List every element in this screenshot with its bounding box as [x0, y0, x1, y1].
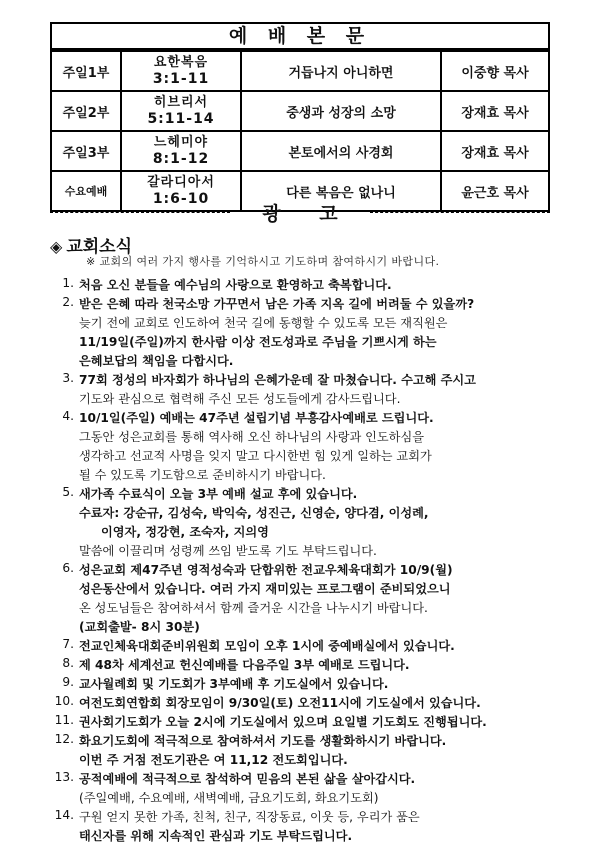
item-line: 11/19일(주일)까지 한사람 이상 전도성과로 주님을 기쁘시게 하는: [79, 335, 437, 349]
item-line: 그동안 성은교회를 통해 역사해 오신 하나님의 사랑과 인도하심을: [79, 430, 424, 444]
sermon-title-cell: 거듭나지 아니하면: [241, 51, 441, 91]
item-line: 늦기 전에 교회로 인도하여 천국 길에 동행할 수 있도록 모든 재직원은: [79, 316, 448, 330]
scripture-book: 요한복음: [153, 55, 209, 70]
section-title-text: 교회소식: [66, 237, 133, 257]
table-row: [51, 131, 549, 171]
sermon-title-cell: 본토에서의 사경회: [241, 131, 441, 171]
preacher-cell: 장재효 목사: [441, 91, 549, 131]
list-item: [48, 770, 568, 808]
diamond-icon: ◈: [50, 237, 63, 256]
item-line: 이번 주 거점 전도기관은 여 11,12 전도회입니다.: [79, 753, 348, 767]
item-line: 구원 얻지 못한 가족, 친척, 친구, 직장동료, 이웃 등, 우리가 품은: [79, 810, 420, 824]
item-line: 여전도회연합회 회장모임이 9/30일(토) 오전11시에 기도실에서 있습니다.: [79, 696, 481, 710]
scripture-book: 느헤미야: [153, 135, 209, 150]
list-item: [48, 371, 568, 409]
item-number: 10.: [54, 694, 74, 708]
item-line: 교사월례회 및 기도회가 3부예배 후 기도실에서 있습니다.: [79, 677, 389, 691]
preacher-cell: 장재효 목사: [441, 131, 549, 171]
section-subtitle: ※ 교회의 여러 가지 행사를 기억하시고 기도하며 참여하시기 바랍니다.: [86, 255, 440, 268]
item-number: 13.: [54, 770, 74, 784]
service-cell: 주일2부: [51, 91, 121, 131]
item-number: 8.: [62, 656, 74, 670]
item-line: 생각하고 선교적 사명을 잊지 말고 다시한번 힘 있게 일하는 교회가: [79, 449, 432, 463]
item-line: 처음 오신 분들을 예수님의 사랑으로 환영하고 축복합니다.: [79, 278, 392, 292]
scripture-verse: 5:11-14: [147, 111, 215, 127]
scripture-verse: 3:1-11: [152, 71, 210, 87]
service-cell: 수요예배: [51, 171, 121, 211]
sermon-title-cell: 다른 복음은 없나니: [241, 171, 441, 211]
item-number: 14.: [54, 808, 74, 822]
scripture-verse: 1:6-10: [152, 191, 210, 207]
scripture-cell: [121, 131, 241, 171]
list-item: [48, 808, 568, 846]
list-item: [48, 732, 568, 770]
item-number: 2.: [62, 295, 74, 309]
sermon-title-cell: 중생과 성장의 소망: [241, 91, 441, 131]
item-line: 화요기도회에 적극적으로 참여하셔서 기도를 생활화하시기 바랍니다.: [79, 734, 447, 748]
worship-table: [50, 50, 550, 212]
item-line: 공적예배에 적극적으로 참석하여 믿음의 본된 삶을 살아갑시다.: [79, 772, 416, 786]
item-number: 7.: [62, 637, 74, 651]
list-item: [48, 713, 568, 732]
list-item: [48, 276, 568, 295]
scripture-cell: [121, 51, 241, 91]
item-number: 5.: [62, 485, 74, 499]
item-line: 은혜보답의 책임을 다합시다.: [79, 354, 234, 368]
divider-right: [370, 212, 550, 213]
list-item: [48, 409, 568, 485]
item-number: 9.: [62, 675, 74, 689]
item-line: 새가족 수료식이 오늘 3부 예배 설교 후에 있습니다.: [79, 487, 358, 501]
item-line: 성은동산에서 있습니다. 여러 가지 재미있는 프로그램이 준비되었으니: [79, 582, 451, 596]
item-line: 이영자, 정강현, 조숙자, 지의영: [101, 525, 269, 539]
scripture-cell: [121, 91, 241, 131]
scripture-book: 히브리서: [153, 95, 209, 110]
item-line: 될 수 있도록 기도함으로 준비하시기 바랍니다.: [79, 468, 326, 482]
item-line: 수료자: 강순규, 김성숙, 박익숙, 성진근, 신영순, 양다겸, 이성례,: [79, 506, 429, 520]
item-line: 권사회기도회가 오늘 2시에 기도실에서 있으며 요일별 기도회도 진행됩니다.: [79, 715, 487, 729]
item-number: 4.: [62, 409, 74, 423]
item-line: 성은교회 제47주년 영적성숙과 단합위한 전교우체육대회가 10/9(월): [79, 563, 453, 577]
item-line: 제 48차 세계선교 헌신예배를 다음주일 3부 예배로 드립니다.: [79, 658, 410, 672]
item-line: 온 성도님들은 참여하셔서 함께 즐거운 시간을 나누시기 바랍니다.: [79, 601, 428, 615]
divider-left: [50, 212, 230, 213]
list-item: [48, 694, 568, 713]
item-line: (주일예배, 수요예배, 새벽예배, 금요기도회, 화요기도회): [79, 791, 379, 805]
table-row: [51, 51, 549, 91]
scripture-book: 갈라디아서: [147, 175, 215, 190]
item-line: (교회출발- 8시 30분): [79, 620, 200, 634]
worship-table-title: 예 배 본 문: [50, 22, 550, 50]
preacher-cell: 윤근호 목사: [441, 171, 549, 211]
list-item: [48, 637, 568, 656]
service-cell: 주일3부: [51, 131, 121, 171]
preacher-cell: 이중향 목사: [441, 51, 549, 91]
table-row: [51, 91, 549, 131]
item-number: 1.: [62, 276, 74, 290]
item-line: 10/1일(주일) 예배는 47주년 설립기념 부흥감사예배로 드립니다.: [79, 411, 434, 425]
list-item: [48, 485, 568, 561]
item-number: 3.: [62, 371, 74, 385]
item-line: 말씀에 이끌리며 성령께 쓰임 받도록 기도 부탁드립니다.: [79, 544, 377, 558]
item-number: 6.: [62, 561, 74, 575]
item-line: 77회 정성의 바자회가 하나님의 은혜가운데 잘 마쳤습니다. 수고해 주시고: [79, 373, 476, 387]
scripture-verse: 8:1-12: [152, 151, 210, 167]
service-cell: 주일1부: [51, 51, 121, 91]
list-item: [48, 656, 568, 675]
announcements-heading: [0, 199, 600, 225]
announcement-list: [48, 276, 568, 846]
item-line: 받은 은혜 따라 천국소망 가꾸면서 남은 가족 지옥 길에 버려둘 수 있을까?: [79, 297, 475, 311]
list-item: [48, 675, 568, 694]
item-number: 11.: [54, 713, 74, 727]
item-line: 기도와 관심으로 협력해 주신 모든 성도들에게 감사드립니다.: [79, 392, 401, 406]
announcements-title: 광 고: [262, 203, 354, 225]
item-line: 태신자를 위해 지속적인 관심과 기도 부탁드립니다.: [79, 829, 353, 843]
list-item: [48, 295, 568, 371]
item-number: 12.: [54, 732, 74, 746]
list-item: [48, 561, 568, 637]
item-line: 전교인체육대회준비위원회 모임이 오후 1시에 중예배실에서 있습니다.: [79, 639, 455, 653]
